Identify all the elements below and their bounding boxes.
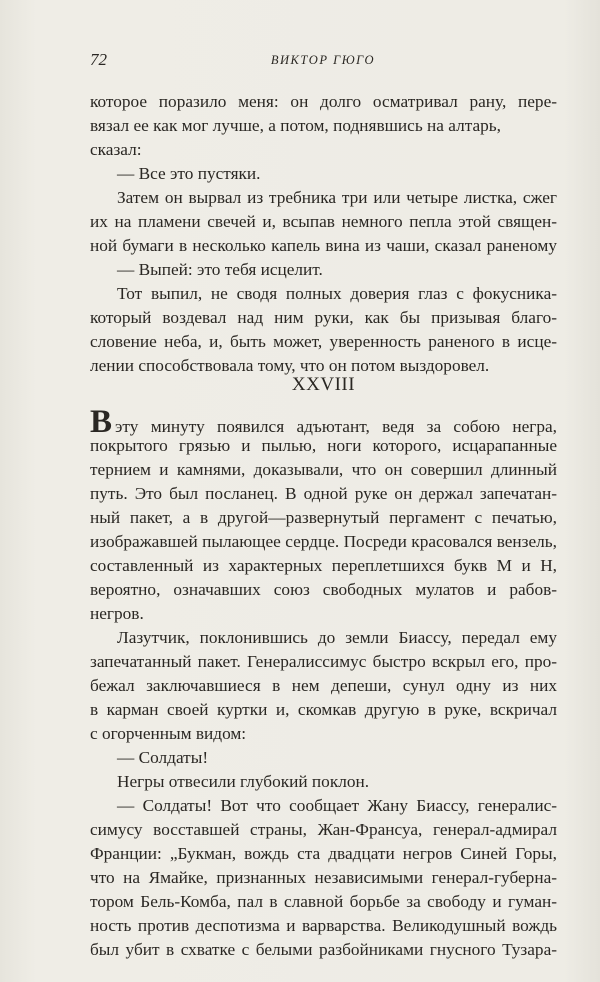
text-line: ность против деспотизма и варварства. Великодушный вождь <box>90 916 557 935</box>
text-line: негров. <box>90 604 144 623</box>
text-line: Франции: „Букман, вождь ста двадцати негров Синей Горы, <box>90 844 557 863</box>
text-line: — Солдаты! Вот что сообщает Жану Биассу, генералис- <box>117 796 557 815</box>
text-line: с огорченным видом: <box>90 724 247 743</box>
text-line: тернием и камнями, доказывали, что он совершил длинный <box>90 460 557 479</box>
drop-cap: В <box>90 404 113 440</box>
page-number: 72 <box>90 50 107 69</box>
text-line: вязал ее как мог лучше, а потом, поднявшись на алтарь, <box>90 116 502 135</box>
text-line: Тот выпил, не сводя полных доверия глаз с фокусника- <box>117 284 557 303</box>
text-line: которое поразило меня: он долго осматривал рану, пере- <box>90 92 557 111</box>
text-line: вероятно, означавших союз свободных мулатов и рабов- <box>90 580 557 599</box>
text-line: — Все это пустяки. <box>117 164 261 183</box>
text-line: лении способствовала тому, что он потом выздоровел. <box>90 356 490 375</box>
text-line: сказал: <box>90 140 142 159</box>
text-block-top <box>90 90 557 378</box>
text-line: изображавшей пылающее сердце. Посреди красовался вензель, <box>90 532 557 551</box>
text-line: Затем он вырвал из требника три или четыре листка, сжег <box>117 188 557 207</box>
text-line: был убит в схватке с белыми разбойниками гнусного Тузара- <box>90 940 557 959</box>
text-line: составленный из характерных переплетшихся букв М и Н, <box>90 556 557 575</box>
text-line: симусу восставшей страны, Жан-Франсуа, генерал-адмирал <box>90 820 557 839</box>
text-line: в карман своей куртки и, скомкав другую в руке, вскричал <box>90 700 557 719</box>
text-line: Лазутчик, поклонившись до земли Биассу, передал ему <box>117 628 557 647</box>
first-line-text: эту минуту появился адъютант, ведя за собою негра, <box>115 417 557 436</box>
text-line: который воздевал над ним руки, как бы призывая благо- <box>90 308 557 327</box>
text-line: ной бумаги в несколько капель вина из чаши, сказал раненому <box>90 236 557 255</box>
text-line: словение неба, и, быть может, уверенность раненого в исце- <box>90 332 557 351</box>
page-header <box>90 50 556 74</box>
text-line: — Солдаты! <box>117 748 209 767</box>
text-line: бежал заключавшиеся в нем депеши, сунул одну из них <box>90 676 557 695</box>
text-line: ный пакет, а в другой—развернутый пергамент с печатью, <box>90 508 557 527</box>
text-line: путь. Это был посланец. В одной руке он держал запечатан- <box>90 484 557 503</box>
text-line: — Выпей: это тебя исцелит. <box>117 260 323 279</box>
text-block-chapter <box>90 404 557 962</box>
running-head: ВИКТОР ГЮГО <box>270 53 376 67</box>
text-line: тором Бель-Комба, пал в славной борьбе за свободу и гуман- <box>90 892 557 911</box>
text-line: запечатанный пакет. Генералиссимус быстро вскрыл его, про- <box>90 652 557 671</box>
text-line-first <box>90 404 557 440</box>
text-line: Негры отвесили глубокий поклон. <box>117 772 370 791</box>
chapter-heading: XXVIII <box>291 374 356 395</box>
text-line: что на Ямайке, признанных независимыми генерал-губерна- <box>90 868 557 887</box>
text-line: их на пламени свечей и, всыпав немного пепла этой священ- <box>90 212 557 231</box>
text-line: покрытого грязью и пылью, ноги которого, исцарапанные <box>90 436 557 455</box>
